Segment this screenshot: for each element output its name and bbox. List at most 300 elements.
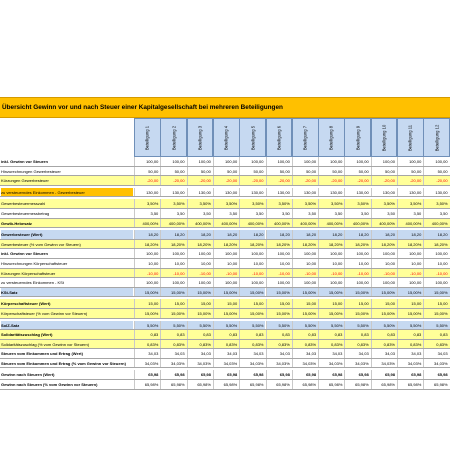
table-cell[interactable]: 50,00 [371,167,397,176]
table-cell[interactable]: 15,00% [292,288,318,297]
table-cell[interactable]: -10,00 [318,269,344,278]
table-cell[interactable]: 3,50% [160,199,186,208]
table-cell[interactable]: 18,20% [318,240,344,249]
table-cell[interactable]: 34,03% [292,359,318,368]
table-cell[interactable]: 100,00 [266,249,292,258]
table-cell[interactable]: 15,00% [134,288,160,297]
table-cell[interactable]: 400,00% [292,219,318,228]
table-row [0,259,450,269]
table-cell[interactable]: 100,00 [187,278,213,287]
table-cell[interactable]: 0,83 [213,330,239,339]
table-cell[interactable]: 3,50% [292,199,318,208]
table-cell[interactable]: 100,00 [423,157,449,166]
table-row [0,157,450,167]
table-cell[interactable]: 0,83% [423,340,449,349]
table-cell[interactable]: 65,98% [266,380,292,389]
table-cell[interactable]: 100,00 [292,157,318,166]
table-cell[interactable]: 18,20% [344,240,370,249]
table-cell[interactable]: -20,00 [371,176,397,185]
table-cell[interactable]: 18,20 [318,230,344,239]
table-cell[interactable]: 15,00 [423,299,449,308]
table-cell[interactable]: 130,00 [187,188,213,197]
table-cell[interactable]: 50,00 [134,167,160,176]
table-cell[interactable]: 3,50% [266,199,292,208]
table-cell[interactable]: 65,98% [397,380,423,389]
table-cell[interactable]: 18,20% [292,240,318,249]
table-cell[interactable]: 100,00 [213,249,239,258]
table-cell[interactable]: 15,00 [344,299,370,308]
table-cell[interactable]: 18,20 [213,230,239,239]
table-cell[interactable]: 130,00 [344,188,370,197]
table-cell[interactable]: -10,00 [292,269,318,278]
table-cell[interactable]: 130,00 [213,188,239,197]
table-cell[interactable]: 15,00 [292,299,318,308]
table-cell[interactable]: 18,20 [134,230,160,239]
table-cell[interactable]: 3,50% [239,199,265,208]
table-cell[interactable]: 3,50 [213,209,239,218]
table-cell[interactable]: 15,00% [371,288,397,297]
column-header[interactable] [397,118,424,157]
table-cell[interactable]: 15,00 [318,299,344,308]
table-cell[interactable]: 34,03 [423,349,449,358]
table-cell[interactable]: 50,00 [318,167,344,176]
table-cell[interactable]: 0,83 [239,330,265,339]
column-header[interactable] [239,118,266,157]
table-cell[interactable]: 400,00% [160,219,186,228]
table-row [0,167,450,177]
table-cell[interactable]: 0,83 [423,330,449,339]
table-cell[interactable]: 3,50% [371,199,397,208]
table-cell[interactable]: 65,98% [187,380,213,389]
table-cell[interactable]: 0,83% [160,340,186,349]
table-cell[interactable]: 65,98 [187,370,213,379]
row-label: Kürzungen Gewerbesteuer [1,176,133,185]
table-cell[interactable]: 34,03 [134,349,160,358]
table-cell[interactable]: 0,83 [187,330,213,339]
table-cell[interactable]: 65,98 [239,370,265,379]
table-cell[interactable]: 34,03 [318,349,344,358]
table-cell[interactable]: 34,03% [344,359,370,368]
table-cell[interactable]: 18,20 [187,230,213,239]
table-cell[interactable]: 0,83 [344,330,370,339]
table-cell[interactable]: 15,00% [397,309,423,318]
table-cell[interactable]: 100,00 [213,278,239,287]
table-cell[interactable]: 100,00 [318,278,344,287]
table-cell[interactable]: 5,50% [239,321,265,330]
table-cell[interactable]: 15,00% [187,288,213,297]
table-cell[interactable]: 18,20% [160,240,186,249]
table-cell[interactable]: 18,20% [266,240,292,249]
table-cell[interactable]: 100,00 [187,157,213,166]
table-cell[interactable]: 15,00% [239,288,265,297]
table-cell[interactable]: 65,98% [134,380,160,389]
table-cell[interactable]: 18,20 [423,230,449,239]
table-cell[interactable]: 50,00 [423,167,449,176]
table-cell[interactable]: 10,00 [318,259,344,268]
table-cell[interactable]: 34,03 [160,349,186,358]
table-cell[interactable]: 34,03 [266,349,292,358]
table-cell[interactable]: 100,00 [292,249,318,258]
table-cell[interactable]: 3,50 [371,209,397,218]
table-cell[interactable]: 34,03 [344,349,370,358]
table-cell[interactable]: 50,00 [160,167,186,176]
column-header[interactable] [213,118,240,157]
table-cell[interactable]: 34,03% [134,359,160,368]
table-cell[interactable]: 15,00% [397,288,423,297]
column-header[interactable] [134,118,161,157]
column-header[interactable] [292,118,319,157]
table-cell[interactable]: 34,03% [423,359,449,368]
table-cell[interactable]: 100,00 [371,157,397,166]
table-cell[interactable]: -10,00 [239,269,265,278]
table-cell[interactable]: 0,83 [397,330,423,339]
table-cell[interactable]: 3,50 [344,209,370,218]
table-cell[interactable]: 18,20 [397,230,423,239]
table-cell[interactable]: 18,20 [266,230,292,239]
table-cell[interactable]: 100,00 [266,278,292,287]
table-cell[interactable]: 0,83% [134,340,160,349]
table-cell[interactable]: 400,00% [397,219,423,228]
table-cell[interactable]: 18,20% [371,240,397,249]
table-cell[interactable]: 0,83% [187,340,213,349]
table-cell[interactable]: 34,03% [160,359,186,368]
table-cell[interactable]: 5,50% [371,321,397,330]
table-cell[interactable]: 5,50% [160,321,186,330]
table-cell[interactable]: -20,00 [134,176,160,185]
table-cell[interactable]: 5,50% [423,321,449,330]
table-cell[interactable]: 100,00 [134,157,160,166]
table-cell[interactable]: 18,20% [134,240,160,249]
table-cell[interactable]: 65,98% [423,380,449,389]
table-cell[interactable]: 400,00% [318,219,344,228]
sheet-title: Übersicht Gewinn vor und nach Steuer einer Kapitalgesellschaft bei mehreren Beteiligungen [0,97,450,118]
table-cell[interactable]: 5,50% [213,321,239,330]
table-cell[interactable]: 65,98 [292,370,318,379]
table-cell[interactable]: 3,50 [292,209,318,218]
table-cell[interactable]: 3,50% [134,199,160,208]
table-cell[interactable]: 15,00 [266,299,292,308]
table-cell[interactable]: -10,00 [134,269,160,278]
table-cell[interactable]: 50,00 [344,167,370,176]
table-cell[interactable]: -10,00 [423,269,449,278]
table-cell[interactable]: 130,00 [397,188,423,197]
table-cell[interactable]: 10,00 [160,259,186,268]
table-cell[interactable]: 15,00% [239,309,265,318]
table-cell[interactable]: 100,00 [371,278,397,287]
table-cell[interactable]: 100,00 [318,249,344,258]
table-cell[interactable]: 65,98% [160,380,186,389]
table-cell[interactable]: 10,00 [266,259,292,268]
table-cell[interactable]: 100,00 [134,278,160,287]
table-cell[interactable]: 15,00% [266,309,292,318]
table-cell[interactable]: 400,00% [134,219,160,228]
table-cell[interactable]: 100,00 [423,249,449,258]
table-cell[interactable]: 18,20 [292,230,318,239]
row-label: Solidaritätszuschlag (% vom Gewinn vor Steuern) [1,340,133,349]
table-cell[interactable]: 3,50% [213,199,239,208]
table-cell[interactable]: 3,50 [239,209,265,218]
table-cell[interactable]: 100,00 [266,157,292,166]
table-cell[interactable]: 65,98 [423,370,449,379]
table-cell[interactable]: 130,00 [134,188,160,197]
table-cell[interactable]: 18,20% [397,240,423,249]
table-cell[interactable]: 5,50% [266,321,292,330]
table-cell[interactable]: 34,03% [266,359,292,368]
table-cell[interactable]: 100,00 [134,249,160,258]
table-cell[interactable]: 15,00% [213,309,239,318]
table-cell[interactable]: -20,00 [423,176,449,185]
table-cell[interactable]: 130,00 [318,188,344,197]
table-cell[interactable]: 34,03 [371,349,397,358]
row-label: Gewinn nach Steuern (% vom Gewinn vor Steuern) [1,382,98,388]
column-header[interactable] [371,118,398,157]
table-cell[interactable]: 15,00% [187,309,213,318]
table-cell[interactable]: 65,98 [344,370,370,379]
table-cell[interactable]: -10,00 [344,269,370,278]
table-cell[interactable]: 65,98 [213,370,239,379]
table-cell[interactable]: -20,00 [187,176,213,185]
table-cell[interactable]: 65,98 [371,370,397,379]
table-cell[interactable]: -10,00 [266,269,292,278]
table-cell[interactable]: 50,00 [292,167,318,176]
table-cell[interactable]: 10,00 [239,259,265,268]
table-cell[interactable]: 15,00% [160,309,186,318]
table-cell[interactable]: 400,00% [213,219,239,228]
row-label: Hinzurechnungen Körperschaftsteuer [1,260,68,266]
table-cell[interactable]: 10,00 [397,259,423,268]
table-cell[interactable]: 130,00 [371,188,397,197]
table-cell[interactable]: 0,83% [239,340,265,349]
table-cell[interactable]: 34,03 [292,349,318,358]
table-cell[interactable]: 100,00 [371,249,397,258]
table-cell[interactable]: 18,20% [213,240,239,249]
table-cell[interactable]: 15,00% [318,309,344,318]
table-cell[interactable]: 3,50% [318,199,344,208]
row-label: Gewib-Hebesatz [1,219,133,228]
table-cell[interactable]: 3,50 [134,209,160,218]
table-cell[interactable]: 34,03 [239,349,265,358]
table-cell[interactable]: 18,20% [187,240,213,249]
table-cell[interactable]: 18,20 [344,230,370,239]
table-cell[interactable]: 50,00 [239,167,265,176]
table-cell[interactable]: 0,83 [371,330,397,339]
table-cell[interactable]: 0,83 [266,330,292,339]
table-cell[interactable]: 3,50 [397,209,423,218]
table-cell[interactable]: 0,83% [344,340,370,349]
table-cell[interactable]: 15,00 [397,299,423,308]
table-cell[interactable]: 15,00% [423,309,449,318]
table-cell[interactable]: 3,50 [423,209,449,218]
column-header[interactable] [160,118,187,157]
table-cell[interactable]: 100,00 [213,157,239,166]
table-cell[interactable]: 0,83% [266,340,292,349]
table-cell[interactable]: 400,00% [266,219,292,228]
table-cell[interactable]: 5,50% [344,321,370,330]
table-cell[interactable]: -20,00 [318,176,344,185]
table-cell[interactable]: -10,00 [397,269,423,278]
table-cell[interactable]: -20,00 [213,176,239,185]
table-cell[interactable]: 18,20 [160,230,186,239]
table-cell[interactable]: 3,50% [187,199,213,208]
table-cell[interactable]: 130,00 [239,188,265,197]
table-cell[interactable]: 400,00% [344,219,370,228]
table-cell[interactable]: 15,00% [266,288,292,297]
table-cell[interactable]: 100,00 [344,249,370,258]
table-cell[interactable]: 10,00 [344,259,370,268]
table-cell[interactable]: 100,00 [239,157,265,166]
table-cell[interactable]: 100,00 [397,157,423,166]
table-cell[interactable]: 0,83 [134,330,160,339]
table-cell[interactable]: 15,00% [344,288,370,297]
table-cell[interactable]: -10,00 [187,269,213,278]
row-label: Gewerbesteuer (% vom Gewinn vor Steuern) [1,240,133,249]
table-cell[interactable]: 0,83% [397,340,423,349]
table-cell[interactable]: 0,83 [318,330,344,339]
table-cell[interactable]: 34,03 [213,349,239,358]
table-cell[interactable]: -20,00 [266,176,292,185]
table-cell[interactable]: 130,00 [423,188,449,197]
table-cell[interactable]: 15,00% [292,309,318,318]
table-cell[interactable]: 15,00% [371,309,397,318]
table-cell[interactable]: 5,50% [292,321,318,330]
table-cell[interactable]: 0,83% [213,340,239,349]
table-cell[interactable]: 18,20% [423,240,449,249]
table-cell[interactable]: 34,03% [187,359,213,368]
table-cell[interactable]: 65,98 [160,370,186,379]
table-cell[interactable]: 0,83% [292,340,318,349]
table-cell[interactable]: 100,00 [344,157,370,166]
table-cell[interactable]: 10,00 [371,259,397,268]
table-cell[interactable]: 65,98 [266,370,292,379]
table-cell[interactable]: 15,00 [134,299,160,308]
table-cell[interactable]: 10,00 [187,259,213,268]
table-cell[interactable]: 10,00 [292,259,318,268]
column-header[interactable] [266,118,293,157]
table-cell[interactable]: 100,00 [239,278,265,287]
table-cell[interactable]: 34,03% [239,359,265,368]
table-cell[interactable]: 3,50 [160,209,186,218]
table-cell[interactable]: -20,00 [160,176,186,185]
table-cell[interactable]: -10,00 [371,269,397,278]
table-cell[interactable]: 15,00% [134,309,160,318]
table-cell[interactable]: 100,00 [318,157,344,166]
table-cell[interactable]: 50,00 [187,167,213,176]
table-cell[interactable]: 34,03 [397,349,423,358]
table-cell[interactable]: 3,50 [187,209,213,218]
table-cell[interactable]: -20,00 [292,176,318,185]
table-cell[interactable]: 130,00 [266,188,292,197]
table-cell[interactable]: 5,50% [134,321,160,330]
table-cell[interactable]: 130,00 [160,188,186,197]
table-cell[interactable]: 65,98% [239,380,265,389]
table-cell[interactable]: 10,00 [134,259,160,268]
table-cell[interactable]: 15,00 [371,299,397,308]
table-cell[interactable]: 34,03% [397,359,423,368]
table-cell[interactable]: 100,00 [187,249,213,258]
table-cell[interactable]: -20,00 [239,176,265,185]
column-header[interactable] [187,118,214,157]
table-cell[interactable]: 18,20 [239,230,265,239]
column-header[interactable] [344,118,371,157]
column-header-label: Beteiligung 9 [355,125,361,150]
table-cell[interactable]: 65,98% [318,380,344,389]
table-cell[interactable]: 400,00% [371,219,397,228]
table-cell[interactable]: 15,00 [187,299,213,308]
table-cell[interactable]: 18,20 [371,230,397,239]
table-cell[interactable]: 3,50% [423,199,449,208]
table-cell[interactable]: 5,50% [187,321,213,330]
table-cell[interactable]: 65,98% [371,380,397,389]
table-cell[interactable]: 100,00 [160,278,186,287]
table-cell[interactable]: 15,00 [213,299,239,308]
table-row [0,188,450,198]
table-cell[interactable]: 50,00 [213,167,239,176]
table-cell[interactable]: -10,00 [160,269,186,278]
table-cell[interactable]: 10,00 [423,259,449,268]
table-cell[interactable]: 65,98% [344,380,370,389]
table-cell[interactable]: 65,98% [292,380,318,389]
table-cell[interactable]: 100,00 [397,278,423,287]
table-cell[interactable]: 15,00% [213,288,239,297]
table-cell[interactable]: 15,00% [423,288,449,297]
table-cell[interactable]: 10,00 [213,259,239,268]
table-cell[interactable]: 34,03% [371,359,397,368]
table-cell[interactable]: 15,00% [160,288,186,297]
table-cell[interactable]: 100,00 [292,278,318,287]
table-cell[interactable]: 15,00% [318,288,344,297]
table-cell[interactable]: 50,00 [266,167,292,176]
table-cell[interactable]: -20,00 [344,176,370,185]
table-cell[interactable]: 0,83 [160,330,186,339]
table-cell[interactable]: 3,50% [344,199,370,208]
table-cell[interactable]: 18,20% [239,240,265,249]
table-cell[interactable]: 50,00 [397,167,423,176]
table-cell[interactable]: 100,00 [344,278,370,287]
table-cell[interactable]: 3,50% [397,199,423,208]
table-cell[interactable]: -20,00 [397,176,423,185]
table-cell[interactable]: 65,98 [318,370,344,379]
table-cell[interactable]: 0,83% [318,340,344,349]
table-cell[interactable]: 100,00 [160,157,186,166]
table-cell[interactable]: 34,03% [213,359,239,368]
table-cell[interactable]: 400,00% [187,219,213,228]
table-cell[interactable]: 15,00% [344,309,370,318]
table-cell[interactable]: 65,98 [397,370,423,379]
table-cell[interactable]: 65,98% [213,380,239,389]
table-cell[interactable]: 3,50 [318,209,344,218]
table-cell[interactable]: 400,00% [423,219,449,228]
table-cell[interactable]: 15,00 [239,299,265,308]
table-cell[interactable]: 34,03% [318,359,344,368]
table-cell[interactable]: 100,00 [239,249,265,258]
table-cell[interactable]: 34,03 [187,349,213,358]
table-cell[interactable]: 5,50% [397,321,423,330]
table-cell[interactable]: 130,00 [292,188,318,197]
table-cell[interactable]: 3,50 [266,209,292,218]
table-cell[interactable]: 100,00 [397,249,423,258]
column-header[interactable] [423,118,450,157]
table-cell[interactable]: 400,00% [239,219,265,228]
table-cell[interactable]: 65,98 [134,370,160,379]
table-cell[interactable]: 15,00 [160,299,186,308]
table-cell[interactable]: 100,00 [423,278,449,287]
table-cell[interactable]: 100,00 [160,249,186,258]
table-cell[interactable]: 0,83% [371,340,397,349]
column-header[interactable] [318,118,345,157]
table-cell[interactable]: 0,83 [292,330,318,339]
table-cell[interactable]: 5,50% [318,321,344,330]
table-cell[interactable]: -10,00 [213,269,239,278]
